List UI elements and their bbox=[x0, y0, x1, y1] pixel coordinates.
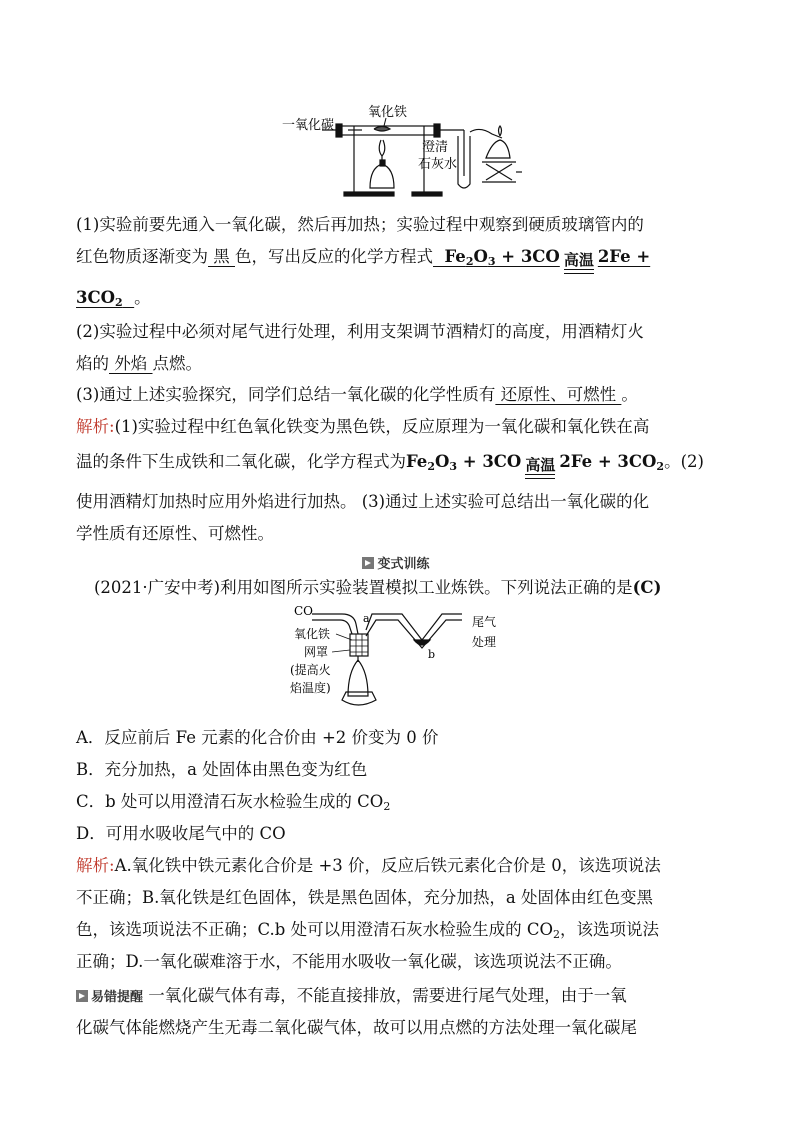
tip-line1: 易错提醒 一氧化碳气体有毒，不能直接排放，需要进行尾气处理，由于一氧 bbox=[76, 984, 716, 1010]
tip-icon bbox=[76, 990, 88, 1002]
q2-answer: 外焰 bbox=[109, 354, 153, 373]
option-d: D．可用水吸收尾气中的 CO bbox=[76, 824, 286, 843]
fig1-co-label: 一氧化碳 bbox=[282, 118, 335, 133]
fig2-tail-label-1: 尾气 bbox=[472, 615, 497, 629]
analysis1-line2: 温的条件下生成铁和二氧化碳，化学方程式为$Fe_2O_3 + 3CO$ 高温 $2Fe + 3CO_2$。(2) bbox=[76, 450, 716, 479]
analysis1-line3: 使用酒精灯加热时应用外焰进行加热。 (3)通过上述实验可总结出一氧化碳的化 bbox=[76, 492, 650, 511]
q1-line2-pre: 红色物质逐渐变为 bbox=[76, 247, 208, 266]
section-title: 变式训练 bbox=[76, 553, 716, 577]
option-c: C．b 处可以用澄清石灰水检验生成的 $CO_2$ bbox=[76, 792, 391, 813]
analysis1-line1: 解析:(1)实验过程中红色氧化铁变为黑色铁，反应原理为一氧化碳和氧化铁在高 bbox=[76, 417, 650, 436]
fig1-limewater-label-1: 澄清 bbox=[422, 140, 449, 155]
fig2-b-label: b bbox=[428, 648, 436, 661]
analysis2-line3: 色，该选项说法不正确；C.b 处可以用澄清石灰水检验生成的 $CO_2$，该选项说法 bbox=[76, 920, 659, 941]
q1-line2-mid: 色，写出反应的化学方程式 bbox=[235, 247, 433, 266]
fig2-fe2o3-label: 氧化铁 bbox=[294, 627, 331, 641]
fig2-tail-label-2: 处理 bbox=[472, 635, 497, 649]
fig2-note-2: 焰温度) bbox=[290, 681, 331, 695]
apparatus-figure-2 bbox=[282, 600, 512, 712]
analysis1-equation-condition: 高温 bbox=[525, 457, 555, 479]
q2-line1: (2)实验过程中必须对尾气进行处理，利用支架调节酒精灯的高度，用酒精灯火 bbox=[76, 322, 644, 341]
fig2-co-label: CO bbox=[294, 604, 314, 618]
q1-equation-condition: 高温 bbox=[564, 252, 594, 274]
analysis1-label: 解析: bbox=[76, 417, 115, 436]
analysis2-line1: 解析:A.氧化铁中铁元素化合价是 +3 价，反应后铁元素化合价是 0，该选项说法 bbox=[76, 856, 661, 875]
q1-line3-co2: 3CO bbox=[76, 288, 115, 307]
option-b: B．充分加热，a 处固体由黑色变为红色 bbox=[76, 760, 368, 779]
q1-line1: (1)实验前要先通入一氧化碳，然后再加热；实验过程中观察到硬质玻璃管内的 bbox=[76, 215, 644, 234]
option-a: A．反应前后 Fe 元素的化合价由 +2 价变为 0 价 bbox=[76, 728, 439, 747]
tip-line2: 化碳气体能燃烧产生无毒二氧化碳气体，故可以用点燃的方法处理一氧化碳尾 bbox=[76, 1018, 637, 1037]
analysis2-line2: 不正确；B.氧化铁是红色固体，铁是黑色固体，充分加热，a 处固体由红色变黑 bbox=[76, 888, 653, 907]
q3-line1: (3)通过上述实验探究，同学们总结一氧化碳的化学性质有 还原性、可燃性 。 bbox=[76, 385, 638, 404]
q1-equation: $Fe_2O_3 + 3CO$ bbox=[444, 247, 560, 268]
q1-line2 bbox=[76, 245, 716, 274]
fig1-limewater-label-2: 石灰水 bbox=[418, 157, 458, 172]
fig2-net-label: 网罩 bbox=[304, 645, 329, 659]
q1-equation-right: 2Fe + bbox=[597, 247, 651, 266]
fig2-a-label: a bbox=[363, 612, 370, 625]
q1-line3: $3CO_2$ 。 bbox=[76, 288, 151, 309]
analysis2-label: 解析: bbox=[76, 856, 115, 875]
q3-answer: 还原性、可燃性 bbox=[495, 385, 622, 404]
fig2-note-1: (提高火 bbox=[290, 663, 331, 677]
section-icon bbox=[362, 557, 374, 569]
apparatus-figure-1 bbox=[282, 96, 522, 206]
q2-line2: 焰的 外焰 点燃。 bbox=[76, 354, 202, 373]
fig1-fe2o3-label: 氧化铁 bbox=[368, 105, 408, 120]
analysis1-line4: 学性质有还原性、可燃性。 bbox=[76, 524, 274, 543]
q4-stem: (2021·广安中考)利用如图所示实验装置模拟工业炼铁。下列说法正确的是(C) bbox=[94, 578, 662, 597]
q4-answer: (C) bbox=[632, 578, 662, 597]
tip-label: 易错提醒 bbox=[91, 990, 144, 1005]
q1-answer-color: 黑 bbox=[208, 247, 235, 266]
analysis2-line4: 正确；D.一氧化碳难溶于水，不能用水吸收一氧化碳，该选项说法不正确。 bbox=[76, 952, 622, 971]
